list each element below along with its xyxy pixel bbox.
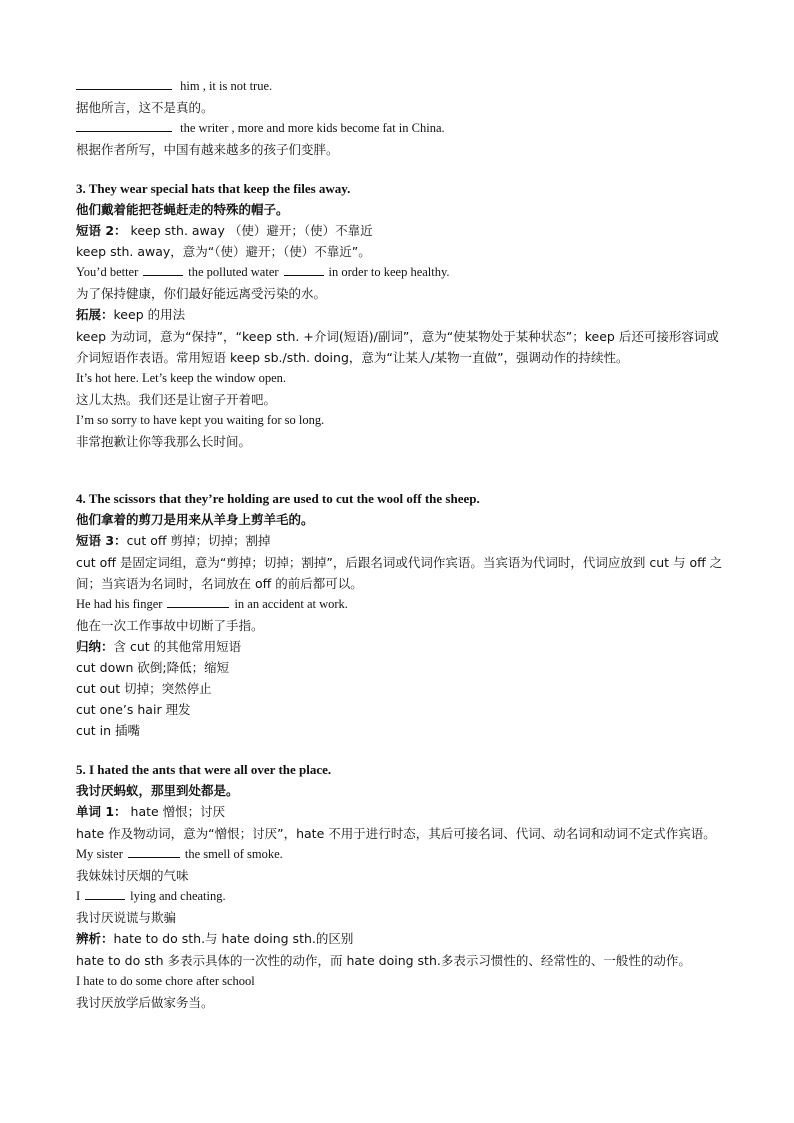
- section-3-example-3: I’m so sorry to have kept you waiting for so long.: [76, 413, 325, 427]
- section-4-example-translation: 他在一次工作事故中切断了手指。: [76, 618, 264, 633]
- intro-line-1: him , it is not true.: [76, 77, 726, 98]
- section-4-title: 4. The scissors that they’re holding are used to cut the wool off the sheep.: [76, 491, 480, 506]
- section-4-title-translation: 他们拿着的剪刀是用来从羊身上剪羊毛的。: [76, 512, 314, 527]
- section-5-example-1: My sister the smell of smoke.: [76, 847, 283, 861]
- section-5-example-2: I lying and cheating.: [76, 889, 226, 903]
- answer-blank[interactable]: [143, 263, 183, 276]
- section-5-example-3: I hate to do some chore after school: [76, 974, 255, 988]
- section-3-extension-body: keep 为动词，意为“保持”，“keep sth. +介词(短语)/副词”，意为“使某物处于某种状态”；keep 后还可接形容词或介词短语作表语。常用短语 keep sb./sth. doing，意为“让某人/某物一直做”，强调动作的持续性。: [76, 329, 719, 365]
- section-3-example-1-translation: 为了保持健康，你们最好能远离受污染的水。: [76, 286, 327, 301]
- section-5-title-translation: 我讨厌蚂蚁，那里到处都是。: [76, 783, 239, 798]
- section-3-phrase: 短语 2： keep sth. away （使）避开；（使）不靠近: [76, 223, 373, 238]
- section-5-example-1-translation: 我妹妹讨厌烟的气味: [76, 868, 189, 883]
- intro-line-2: the writer , more and more kids become fat in China.: [76, 119, 726, 140]
- answer-blank[interactable]: [167, 595, 229, 608]
- section-4-explain: cut off 是固定词组，意为“剪掉；切掉；割掉”，后跟名词或代词作宾语。当宾语为代词时，代词应放到 cut 与 off 之间；当宾语为名词时，名词放在 off 的前后都可以。: [76, 555, 723, 591]
- section-3-example-1: You’d better the polluted water in order to keep healthy.: [76, 265, 450, 279]
- section-3-extension: 拓展：keep 的用法: [76, 307, 186, 322]
- section-3-phrase-explain: keep sth. away，意为“（使）避开；（使）不靠近”。: [76, 244, 371, 259]
- section-5-explain: hate 作及物动词，意为“憎恨；讨厌”，hate 不用于进行时态，其后可接名词、代词、动名词和动词不定式作宾语。: [76, 826, 716, 841]
- section-5-word: 单词 1： hate 憎恨；讨厌: [76, 804, 226, 819]
- section-3-title: 3. They wear special hats that keep the files away.: [76, 181, 351, 196]
- section-4-summary: 归纳：含 cut 的其他常用短语: [76, 639, 242, 654]
- list-item: cut out 切掉；突然停止: [76, 681, 212, 696]
- answer-blank[interactable]: [76, 119, 172, 132]
- answer-blank[interactable]: [76, 77, 172, 90]
- section-3-example-3-translation: 非常抱歉让你等我那么长时间。: [76, 434, 252, 449]
- section-5-title: 5. I hated the ants that were all over the place.: [76, 762, 332, 777]
- intro-line-2-translation: 根据作者所写，中国有越来越多的孩子们变胖。: [76, 142, 339, 157]
- list-item: cut down 砍倒;降低；缩短: [76, 660, 230, 675]
- intro-line-1-translation: 据他所言，这不是真的。: [76, 100, 214, 115]
- answer-blank[interactable]: [85, 887, 125, 900]
- section-4-phrase: 短语 3：cut off 剪掉；切掉；割掉: [76, 533, 271, 548]
- section-5-example-3-translation: 我讨厌放学后做家务当。: [76, 995, 214, 1010]
- list-item: cut in 插嘴: [76, 723, 141, 738]
- answer-blank[interactable]: [128, 845, 180, 858]
- answer-blank[interactable]: [284, 263, 324, 276]
- section-5-example-2-translation: 我讨厌说谎与欺骗: [76, 910, 177, 925]
- section-3-example-2: It’s hot here. Let’s keep the window open.: [76, 371, 287, 385]
- section-4-example: He had his finger in an accident at work.: [76, 597, 348, 611]
- list-item: cut one’s hair 理发: [76, 702, 191, 717]
- section-5-difference-body: hate to do sth 多表示具体的一次性的动作，而 hate doing sth.多表示习惯性的、经常性的、一般性的动作。: [76, 953, 691, 968]
- section-3-example-2-translation: 这儿太热。我们还是让窗子开着吧。: [76, 392, 277, 407]
- document-body: [76, 77, 726, 1014]
- section-3-title-translation: 他们戴着能把苍蝇赶走的特殊的帽子。: [76, 202, 289, 217]
- section-5-difference: 辨析：hate to do sth.与 hate doing sth.的区别: [76, 931, 354, 946]
